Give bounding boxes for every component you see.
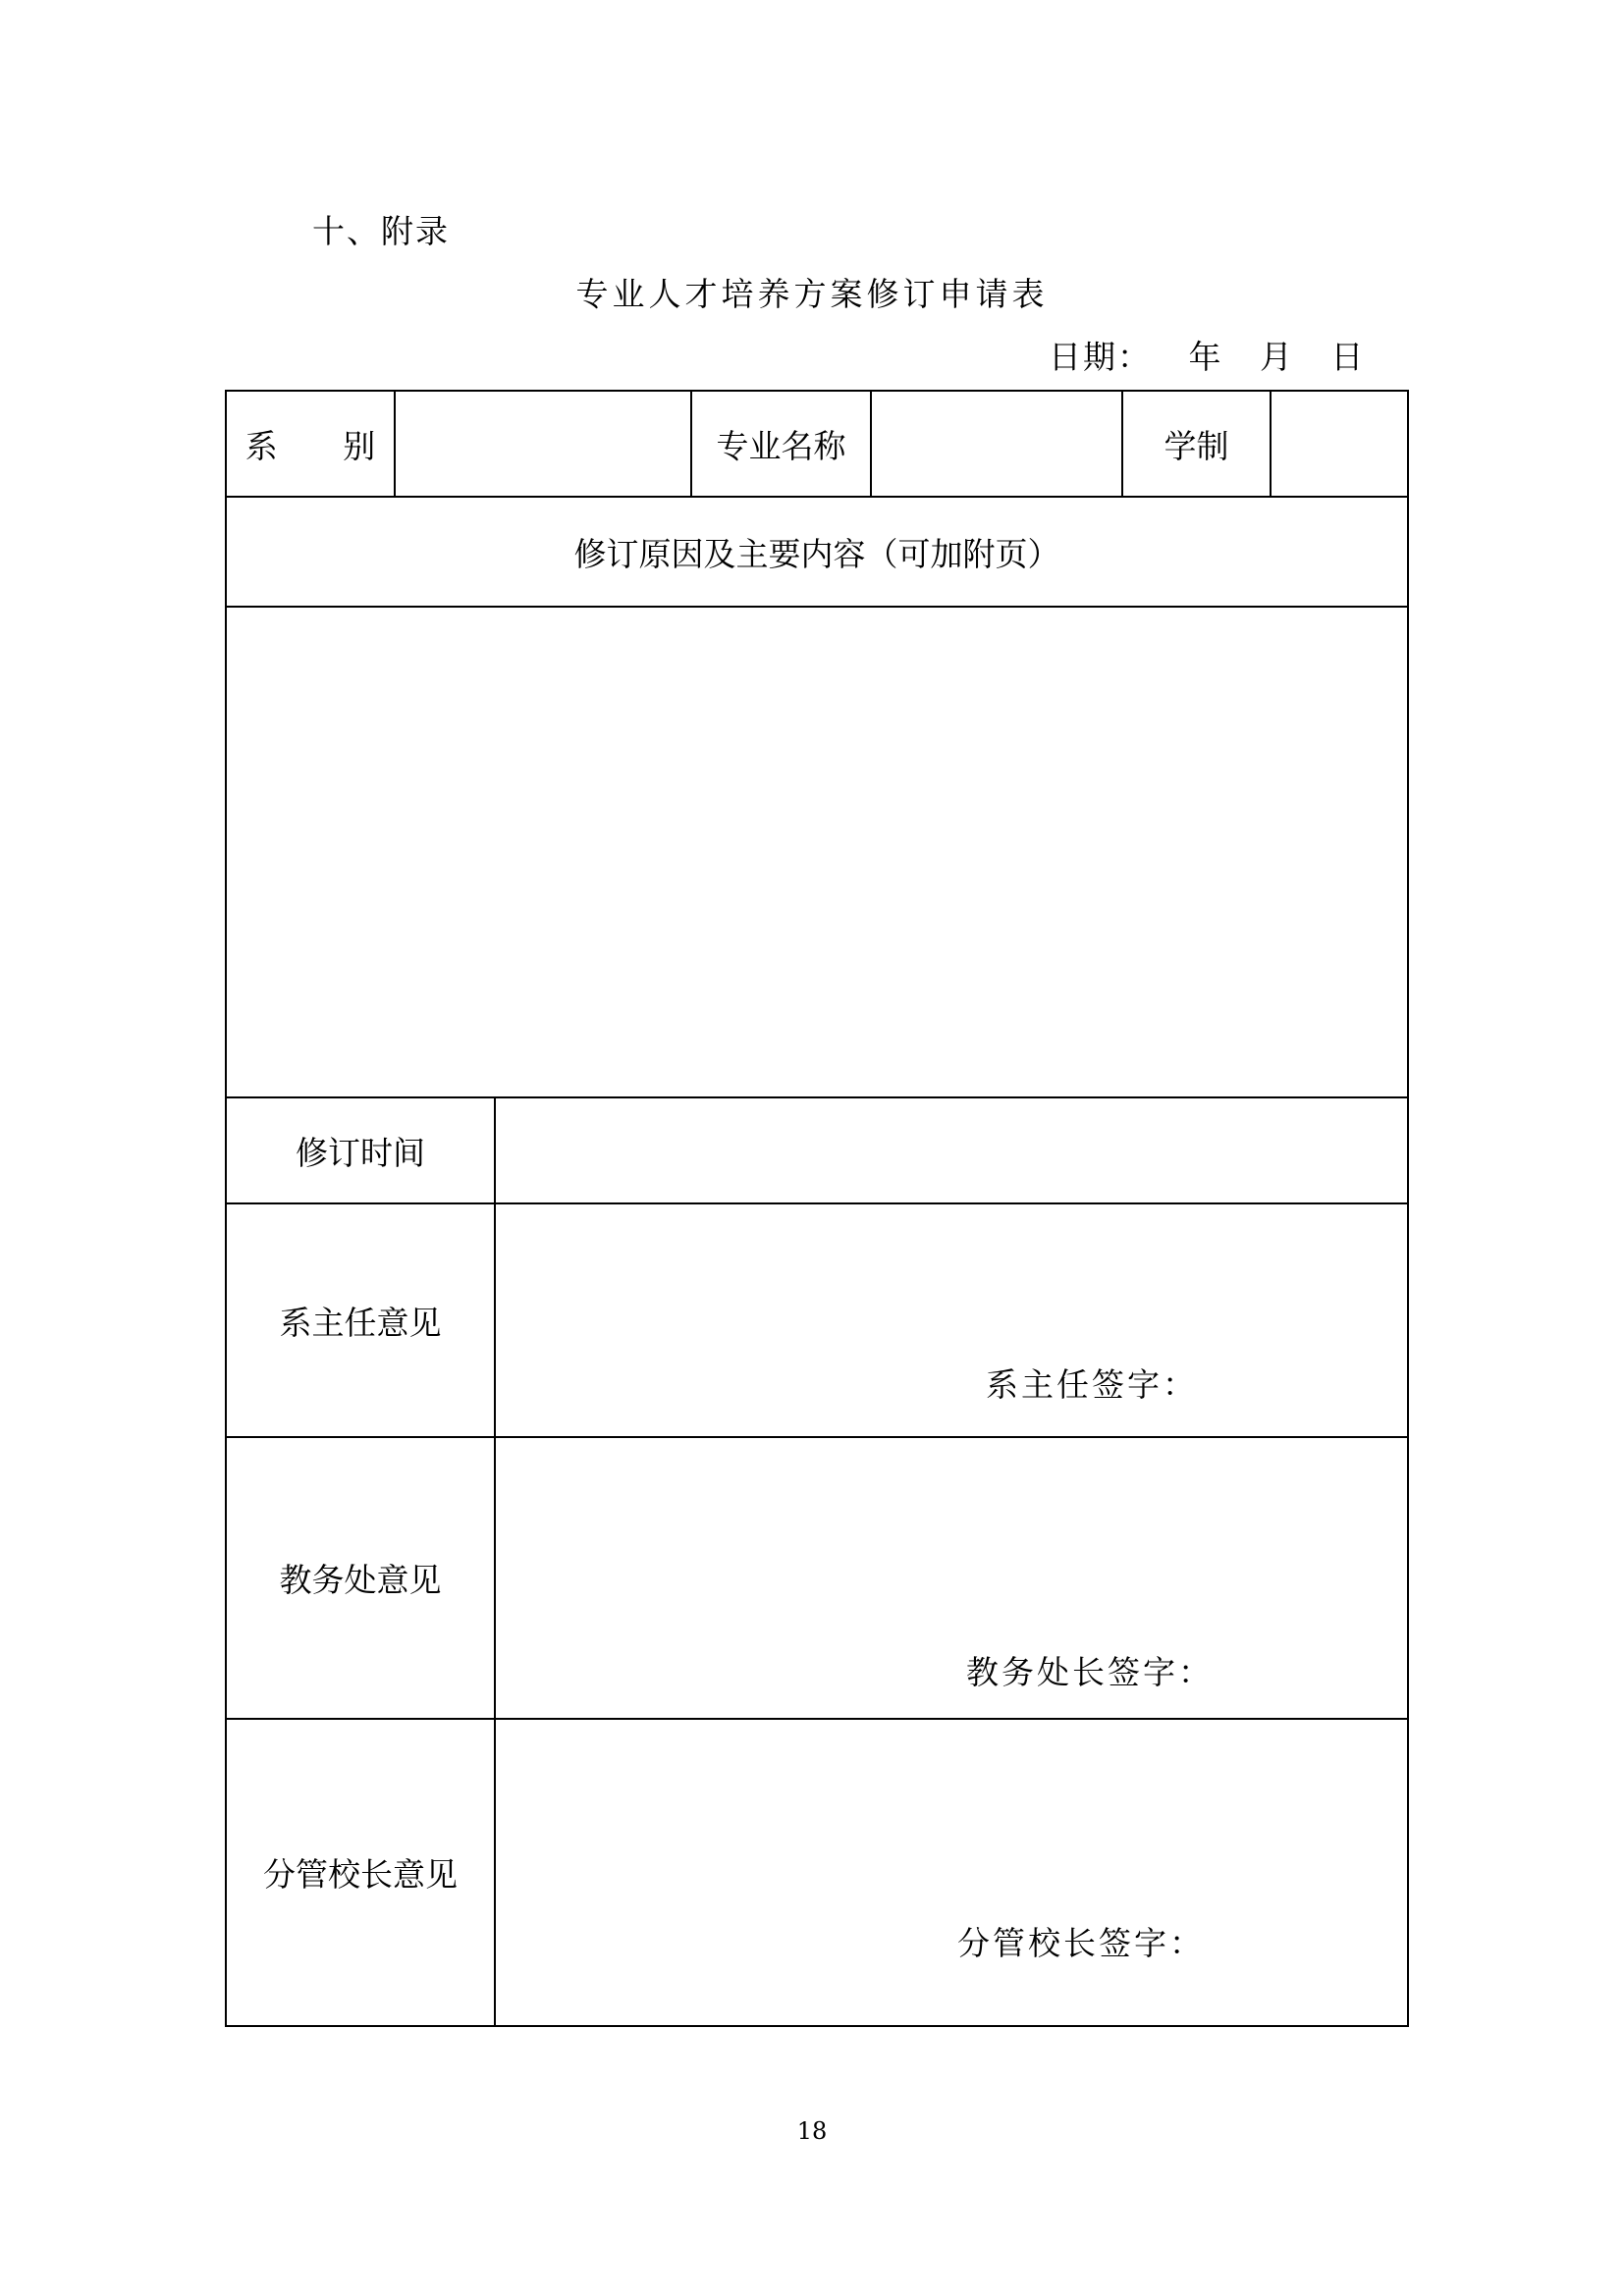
vice-principal-opinion-label-cell	[226, 1719, 495, 2026]
department-label: 系 别	[244, 426, 404, 465]
vice-principal-opinion-field[interactable]	[495, 1719, 1408, 2026]
revision-time-label: 修订时间	[296, 1133, 425, 1172]
academic-affairs-opinion-label: 教务处意见	[279, 1561, 442, 1599]
duration-label-cell	[1122, 391, 1271, 497]
vice-principal-opinion-row	[226, 1719, 1408, 2026]
dept-director-signature-label: 系主任签字：	[986, 1365, 1198, 1404]
revision-time-label-cell	[226, 1097, 495, 1203]
date-line: 日期： 年 月 日	[1049, 338, 1366, 376]
vice-principal-opinion-label: 分管校长意见	[263, 1855, 458, 1894]
revision-reason-header-row	[226, 497, 1408, 607]
section-heading: 十、附录	[312, 212, 450, 250]
major-name-label: 专业名称	[716, 426, 846, 465]
header-info-row	[226, 391, 1408, 497]
revision-reason-label: 修订原因及主要内容（可加附页）	[573, 534, 1060, 573]
department-label-cell	[226, 391, 404, 497]
duration-label: 学制	[1164, 426, 1229, 465]
page-number: 18	[796, 2117, 828, 2145]
dept-director-opinion-row	[226, 1203, 1408, 1437]
revision-time-row	[226, 1097, 1408, 1203]
major-name-value-field[interactable]	[871, 391, 1122, 497]
vice-principal-signature-label: 分管校长签字：	[957, 1924, 1205, 1962]
revision-time-value-field[interactable]	[495, 1097, 1408, 1203]
dept-director-opinion-label-cell	[226, 1203, 495, 1437]
academic-affairs-opinion-label-cell	[226, 1437, 495, 1719]
department-value-field[interactable]	[395, 391, 691, 497]
revision-reason-content-field[interactable]	[226, 607, 1408, 1097]
duration-value-field[interactable]	[1271, 391, 1408, 497]
major-name-label-cell	[691, 391, 871, 497]
revision-reason-label-cell	[226, 497, 1408, 607]
dept-director-opinion-field[interactable]	[495, 1203, 1408, 1437]
academic-affairs-opinion-field[interactable]	[495, 1437, 1408, 1719]
revision-application-form	[225, 390, 1409, 2027]
academic-affairs-signature-label: 教务处长签字：	[966, 1653, 1214, 1691]
revision-reason-content-row	[226, 607, 1408, 1097]
dept-director-opinion-label: 系主任意见	[279, 1303, 442, 1342]
academic-affairs-opinion-row	[226, 1437, 1408, 1719]
form-title: 专业人才培养方案修订申请表	[575, 275, 1049, 313]
